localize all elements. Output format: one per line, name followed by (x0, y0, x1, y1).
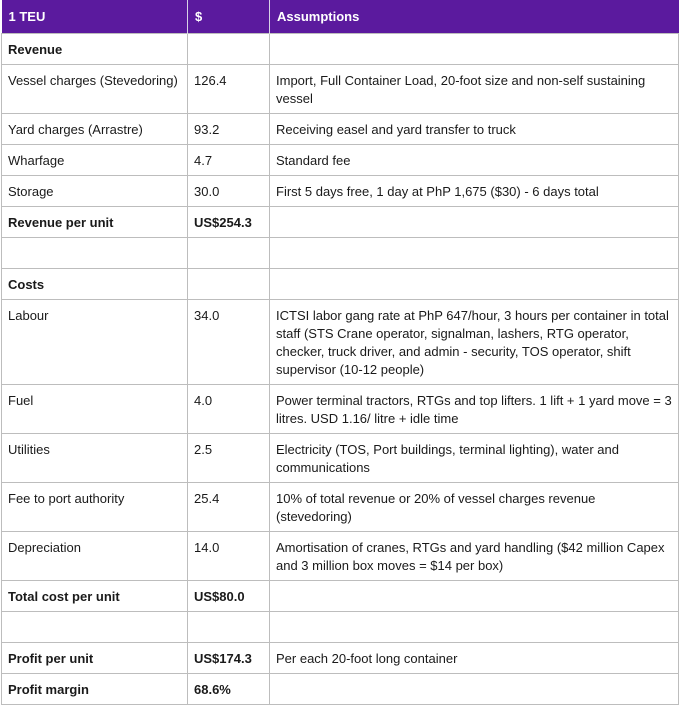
table-row (2, 300, 679, 385)
row-note: Per each 20-foot long container (270, 643, 679, 674)
row-value (188, 612, 270, 643)
table-row (2, 385, 679, 434)
row-note (270, 238, 679, 269)
row-value (188, 34, 270, 65)
row-label: Labour (2, 300, 188, 385)
row-note (270, 612, 679, 643)
row-note (270, 269, 679, 300)
table-row (2, 483, 679, 532)
row-label: Wharfage (2, 145, 188, 176)
spacer-row (2, 238, 679, 269)
row-note: Electricity (TOS, Port buildings, terminal lighting), water and communications (270, 434, 679, 483)
row-label: Depreciation (2, 532, 188, 581)
row-value: 4.7 (188, 145, 270, 176)
row-value: 14.0 (188, 532, 270, 581)
row-label: Fee to port authority (2, 483, 188, 532)
row-note: Amortisation of cranes, RTGs and yard handling ($42 million Capex and 3 million box moves = $14 per box) (270, 532, 679, 581)
header-row (2, 0, 679, 34)
table-row (2, 145, 679, 176)
row-label: Storage (2, 176, 188, 207)
row-note (270, 674, 679, 705)
revenue-total-row (2, 207, 679, 238)
row-label: Total cost per unit (2, 581, 188, 612)
row-label: Vessel charges (Stevedoring) (2, 65, 188, 114)
row-value: 68.6% (188, 674, 270, 705)
profit-row (2, 643, 679, 674)
teu-economics-table (1, 0, 679, 705)
header-assumptions: Assumptions (270, 0, 679, 34)
row-note: Import, Full Container Load, 20-foot size and non-self sustaining vessel (270, 65, 679, 114)
row-value (188, 238, 270, 269)
row-note (270, 207, 679, 238)
section-revenue-row (2, 34, 679, 65)
row-value: US$254.3 (188, 207, 270, 238)
row-label: Utilities (2, 434, 188, 483)
table-row (2, 65, 679, 114)
row-value: 2.5 (188, 434, 270, 483)
table-row (2, 532, 679, 581)
row-label: Revenue (2, 34, 188, 65)
row-note (270, 34, 679, 65)
row-value: 4.0 (188, 385, 270, 434)
row-value (188, 269, 270, 300)
profit-margin-row (2, 674, 679, 705)
cost-total-row (2, 581, 679, 612)
header-dollar: $ (188, 0, 270, 34)
row-note: First 5 days free, 1 day at PhP 1,675 ($30) - 6 days total (270, 176, 679, 207)
row-value: US$80.0 (188, 581, 270, 612)
row-label: Revenue per unit (2, 207, 188, 238)
row-label: Profit margin (2, 674, 188, 705)
table-row (2, 434, 679, 483)
row-value: 25.4 (188, 483, 270, 532)
table-row (2, 114, 679, 145)
row-value: US$174.3 (188, 643, 270, 674)
row-label (2, 612, 188, 643)
table-row (2, 176, 679, 207)
row-label: Fuel (2, 385, 188, 434)
spacer-row (2, 612, 679, 643)
header-teu: 1 TEU (2, 0, 188, 34)
row-value: 126.4 (188, 65, 270, 114)
row-label: Profit per unit (2, 643, 188, 674)
row-note: ICTSI labor gang rate at PhP 647/hour, 3 hours per container in total staff (STS Crane operator, signalman, lashers, RTG operator, checker, truck driver, and admin - security, TOS operator, shift supervisor (10-12 people) (270, 300, 679, 385)
row-note: Power terminal tractors, RTGs and top lifters. 1 lift + 1 yard move = 3 litres. USD 1.16/ litre + idle time (270, 385, 679, 434)
row-label: Yard charges (Arrastre) (2, 114, 188, 145)
row-note: 10% of total revenue or 20% of vessel charges revenue (stevedoring) (270, 483, 679, 532)
row-note (270, 581, 679, 612)
row-value: 30.0 (188, 176, 270, 207)
row-label (2, 238, 188, 269)
row-label: Costs (2, 269, 188, 300)
row-note: Standard fee (270, 145, 679, 176)
section-costs-row (2, 269, 679, 300)
row-note: Receiving easel and yard transfer to truck (270, 114, 679, 145)
row-value: 93.2 (188, 114, 270, 145)
row-value: 34.0 (188, 300, 270, 385)
